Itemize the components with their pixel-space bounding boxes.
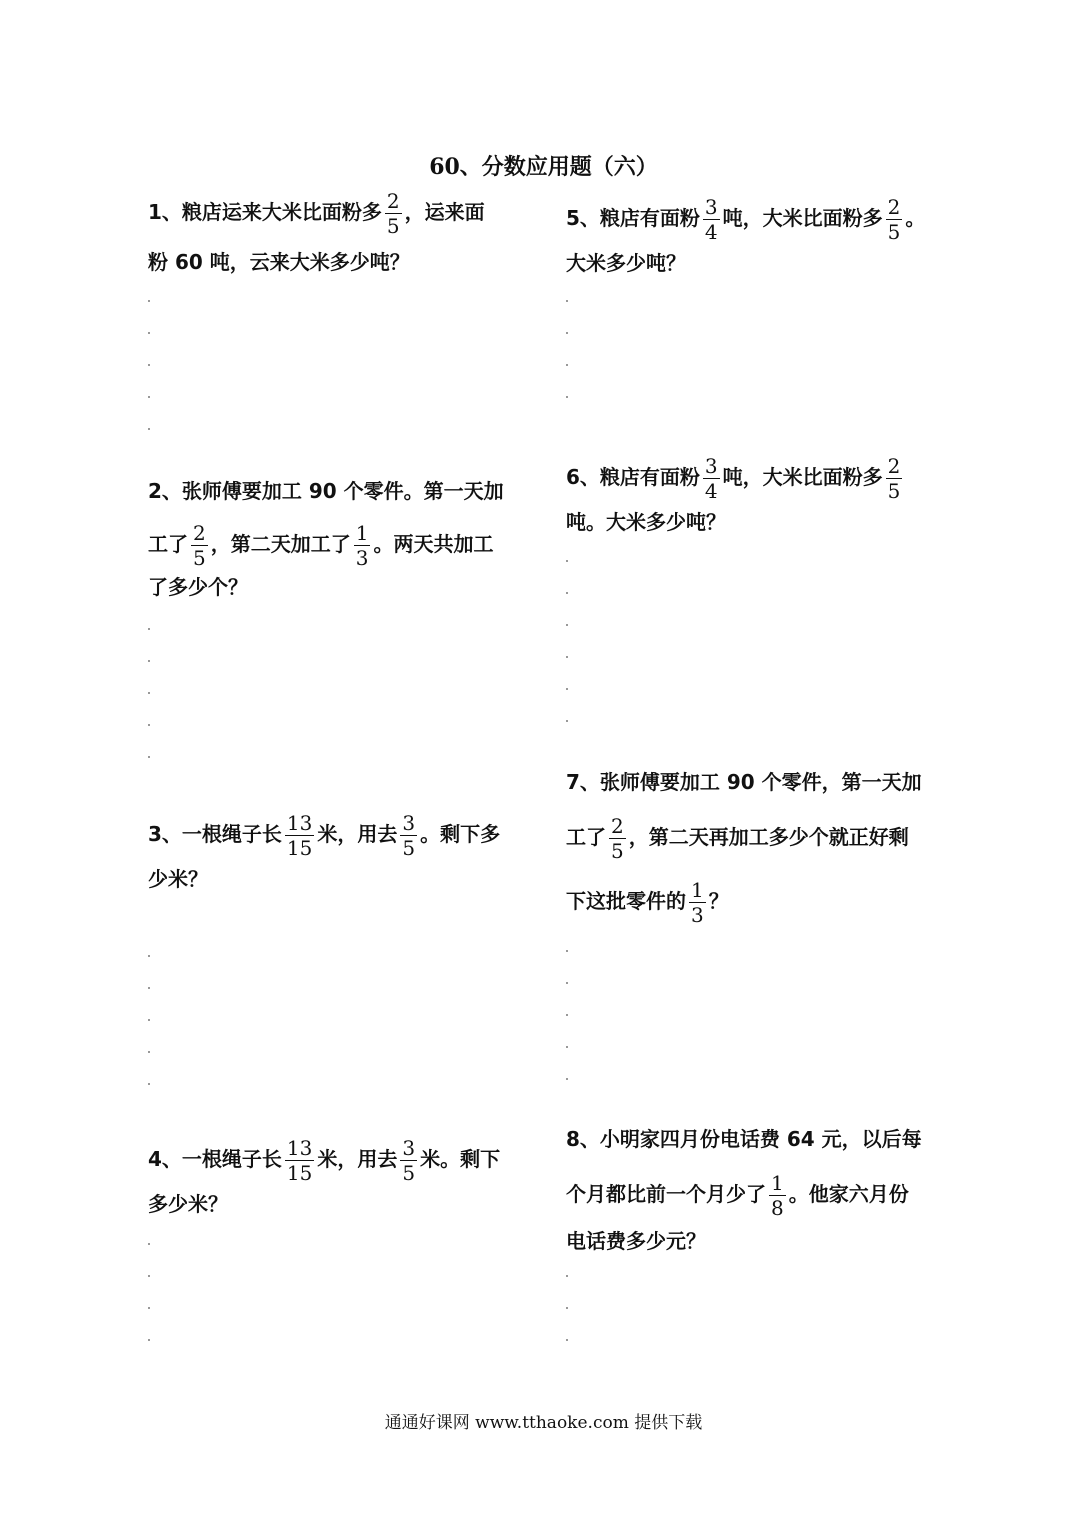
fraction: $\frac{13}{15}$ xyxy=(286,811,313,860)
fraction: $\frac{2}{5}$ xyxy=(887,195,901,244)
fraction: $\frac{3}{5}$ xyxy=(402,1136,416,1185)
fraction: $\frac{1}{3}$ xyxy=(691,878,704,927)
answer-space xyxy=(566,300,570,428)
q1-line-2: 粉 60 吨，云来大米多少吨？ xyxy=(148,250,410,274)
fraction: $\frac{1}{8}$ xyxy=(771,1171,784,1220)
q7-line-1: 7、张师傅要加工 90 个零件，第一天加 xyxy=(566,770,922,794)
fraction: $\frac{3}{4}$ xyxy=(704,454,718,503)
q2-line-3: 了多少个？ xyxy=(148,575,248,599)
q4-line-2: 多少米？ xyxy=(148,1192,228,1216)
fraction: $\frac{2}{5}$ xyxy=(611,814,624,863)
answer-space xyxy=(566,950,570,1110)
footer-credit: 通通好课网 www.tthaoke.com 提供下载 xyxy=(384,1413,703,1433)
fraction: $\frac{3}{4}$ xyxy=(704,195,718,244)
answer-space xyxy=(566,560,570,752)
q8-line-1: 8、小明家四月份电话费 64 元，以后每 xyxy=(566,1127,922,1151)
answer-space xyxy=(148,628,152,788)
q1-text-a: 1、粮店运来大米比面粉多 xyxy=(148,200,382,224)
answer-space xyxy=(566,1275,570,1371)
fraction: $\frac{13}{15}$ xyxy=(286,1136,313,1185)
fraction: $\frac{1}{3}$ xyxy=(355,521,369,570)
answer-space xyxy=(148,955,152,1115)
q1-text-b: ，运来面 xyxy=(404,200,485,224)
q8-line-3: 电话费多少元？ xyxy=(566,1229,706,1253)
fraction: $\frac{2}{5}$ xyxy=(193,521,206,570)
answer-space xyxy=(148,1243,152,1371)
fraction: $\frac{2}{5}$ xyxy=(386,189,400,238)
answer-space xyxy=(148,300,152,460)
fraction: $\frac{2}{5}$ xyxy=(887,454,901,503)
q3-line-2: 少米？ xyxy=(148,867,208,891)
page-title: 60、分数应用题（六） xyxy=(429,154,658,180)
q6-line-2: 吨。大米多少吨？ xyxy=(566,510,726,534)
q2-line-1: 2、张师傅要加工 90 个零件。第一天加 xyxy=(148,479,504,503)
q5-line-2: 大米多少吨？ xyxy=(566,251,686,275)
fraction: $\frac{3}{5}$ xyxy=(402,811,416,860)
